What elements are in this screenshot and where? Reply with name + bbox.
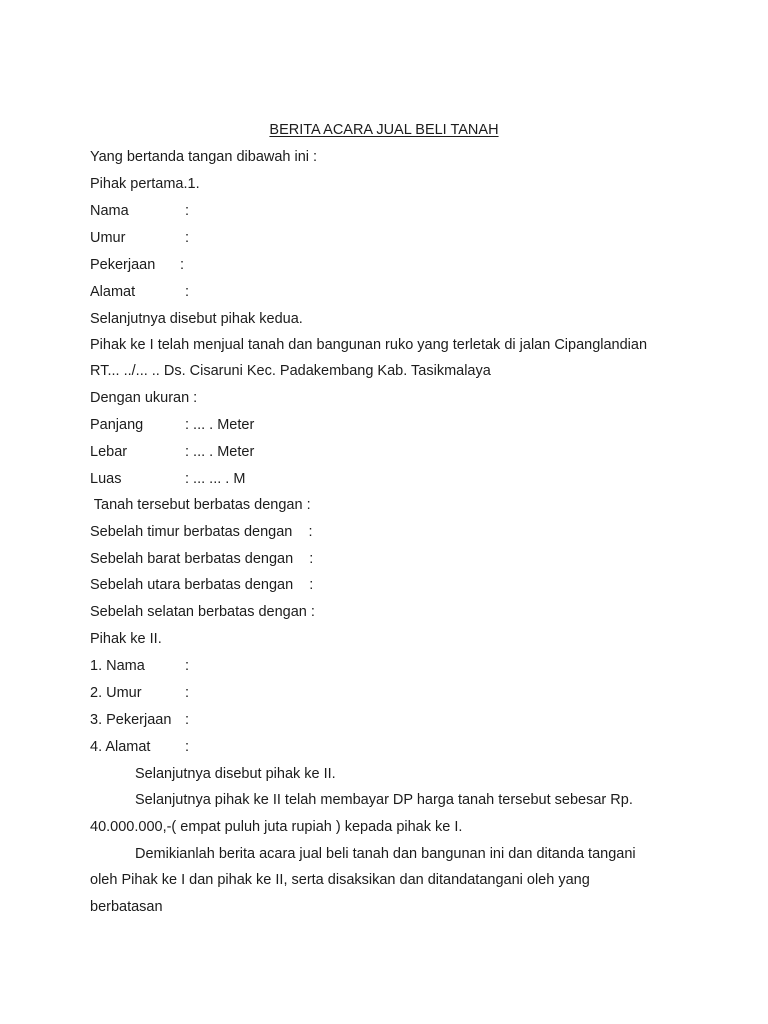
batas-heading: Tanah tersebut berbatas dengan : xyxy=(90,497,311,513)
field-separator: : xyxy=(185,203,190,219)
field-label: Nama xyxy=(90,203,129,219)
ukuran-label: Panjang xyxy=(90,417,144,433)
field-label: 4. Alamat xyxy=(90,739,151,755)
field-umur-2 xyxy=(90,684,189,702)
document-title: BERITA ACARA JUAL BELI TANAH xyxy=(269,122,499,138)
field-umur-1 xyxy=(90,229,189,247)
field-pekerjaan-2 xyxy=(90,711,189,729)
field-separator: : xyxy=(185,739,190,755)
ukuran-value: : ... . Meter xyxy=(185,417,255,433)
field-separator: : xyxy=(180,257,185,273)
field-label: 2. Umur xyxy=(90,685,142,701)
field-separator: : xyxy=(185,230,190,246)
batas-barat: Sebelah barat berbatas dengan : xyxy=(90,551,314,567)
ukuran-label: Luas xyxy=(90,471,122,487)
field-nama-2 xyxy=(90,657,189,675)
batas-timur: Sebelah timur berbatas dengan : xyxy=(90,524,313,540)
dp-line-1: Selanjutnya pihak ke II telah membayar DP harga tanah tersebut sebesar Rp. xyxy=(135,792,633,808)
batas-selatan: Sebelah selatan berbatas dengan : xyxy=(90,604,315,620)
sebut-ke2-text: Selanjutnya disebut pihak ke II. xyxy=(135,766,336,782)
ukuran-heading: Dengan ukuran : xyxy=(90,390,198,406)
jual-line-2: RT... ../... .. Ds. Cisaruni Kec. Padakembang Kab. Tasikmalaya xyxy=(90,363,491,379)
ukuran-value: : ... ... . M xyxy=(185,471,246,487)
pihak-kedua-heading: Pihak ke II. xyxy=(90,631,162,647)
pihak-pertama-heading: Pihak pertama.1. xyxy=(90,176,200,192)
field-label: Pekerjaan xyxy=(90,257,156,273)
field-label: Umur xyxy=(90,230,126,246)
field-pekerjaan-1 xyxy=(90,256,184,274)
dp-line-2: 40.000.000,-( empat puluh juta rupiah ) kepada pihak ke I. xyxy=(90,819,463,835)
field-separator: : xyxy=(185,685,190,701)
field-separator: : xyxy=(185,284,190,300)
sebut-kedua-text: Selanjutnya disebut pihak kedua. xyxy=(90,311,303,327)
field-label: 3. Pekerjaan xyxy=(90,712,172,728)
closing-line-2: oleh Pihak ke I dan pihak ke II, serta disaksikan dan ditandatangani oleh yang xyxy=(90,872,590,888)
field-separator: : xyxy=(185,658,190,674)
closing-line-1: Demikianlah berita acara jual beli tanah dan bangunan ini dan ditanda tangani xyxy=(135,846,636,862)
field-alamat-2 xyxy=(90,738,189,756)
ukuran-lebar xyxy=(90,443,254,461)
ukuran-panjang xyxy=(90,416,254,434)
field-nama-1 xyxy=(90,202,189,220)
intro-text: Yang bertanda tangan dibawah ini : xyxy=(90,149,318,165)
ukuran-value: : ... . Meter xyxy=(185,444,255,460)
field-separator: : xyxy=(185,712,190,728)
closing-line-3: berbatasan xyxy=(90,899,163,915)
jual-line-1: Pihak ke I telah menjual tanah dan bangunan ruko yang terletak di jalan Cipanglandian xyxy=(90,337,648,353)
field-label: 1. Nama xyxy=(90,658,145,674)
batas-utara: Sebelah utara berbatas dengan : xyxy=(90,577,314,593)
ukuran-luas xyxy=(90,470,245,488)
ukuran-label: Lebar xyxy=(90,444,128,460)
field-alamat-1 xyxy=(90,283,189,301)
field-label: Alamat xyxy=(90,284,136,300)
